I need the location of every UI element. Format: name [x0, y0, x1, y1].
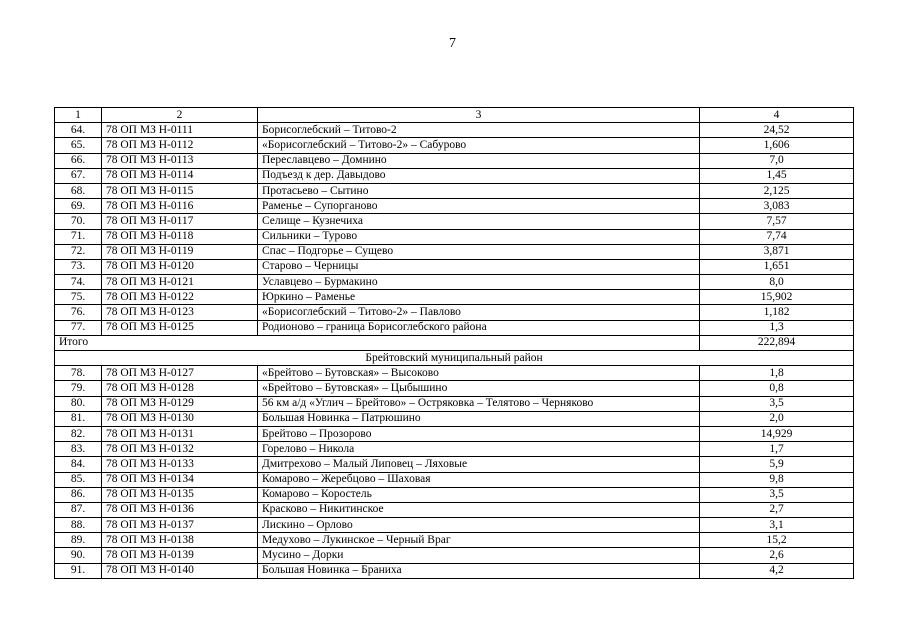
road-name: Селище – Кузнечиха [258, 214, 700, 229]
table-row [55, 275, 854, 290]
road-length: 2,6 [700, 548, 854, 563]
road-code: 78 ОП МЗ Н-0123 [102, 305, 258, 320]
road-name: Спас – Подгорье – Сущево [258, 244, 700, 259]
row-number: 77. [55, 320, 102, 335]
row-number: 73. [55, 259, 102, 274]
row-number: 80. [55, 396, 102, 411]
road-name: Переславцево – Домнино [258, 153, 700, 168]
road-code: 78 ОП МЗ Н-0139 [102, 548, 258, 563]
road-name: Большая Новинка – Браниха [258, 563, 700, 578]
table-row [55, 487, 854, 502]
row-number: 90. [55, 548, 102, 563]
road-code: 78 ОП МЗ Н-0134 [102, 472, 258, 487]
row-number: 66. [55, 153, 102, 168]
road-name: Лискино – Орлово [258, 518, 700, 533]
road-code: 78 ОП МЗ Н-0111 [102, 123, 258, 138]
road-name: Комарово – Коростель [258, 487, 700, 502]
road-length: 1,651 [700, 259, 854, 274]
row-number: 86. [55, 487, 102, 502]
road-code: 78 ОП МЗ Н-0138 [102, 533, 258, 548]
road-length: 3,5 [700, 396, 854, 411]
row-number: 76. [55, 305, 102, 320]
road-code: 78 ОП МЗ Н-0118 [102, 229, 258, 244]
road-length: 7,0 [700, 153, 854, 168]
road-code: 78 ОП МЗ Н-0137 [102, 518, 258, 533]
road-code: 78 ОП МЗ Н-0117 [102, 214, 258, 229]
road-length: 3,083 [700, 199, 854, 214]
page-number: 7 [449, 36, 456, 51]
road-code: 78 ОП МЗ Н-0125 [102, 320, 258, 335]
table-row [55, 411, 854, 426]
section-title: Брейтовский муниципальный район [55, 351, 854, 366]
road-length: 2,0 [700, 411, 854, 426]
road-length: 3,5 [700, 487, 854, 502]
header-cell-1: 1 [55, 108, 102, 123]
road-name: Протасьево – Сытино [258, 183, 700, 198]
row-number: 75. [55, 290, 102, 305]
road-length: 1,182 [700, 305, 854, 320]
row-number: 91. [55, 563, 102, 578]
row-number: 89. [55, 533, 102, 548]
road-name: Старово – Черницы [258, 259, 700, 274]
road-code: 78 ОП МЗ Н-0122 [102, 290, 258, 305]
road-length: 1,8 [700, 366, 854, 381]
road-code: 78 ОП МЗ Н-0127 [102, 366, 258, 381]
road-name: Медухово – Лукинское – Черный Враг [258, 533, 700, 548]
road-length: 9,8 [700, 472, 854, 487]
table-row [55, 442, 854, 457]
section-row [55, 351, 854, 366]
road-code: 78 ОП МЗ Н-0131 [102, 426, 258, 441]
road-name: 56 км а/д «Углич – Брейтово» – Остряковка – Телятово – Черняково [258, 396, 700, 411]
road-code: 78 ОП МЗ Н-0114 [102, 168, 258, 183]
table-row [55, 472, 854, 487]
road-length: 0,8 [700, 381, 854, 396]
header-cell-4: 4 [700, 108, 854, 123]
road-length: 3,871 [700, 244, 854, 259]
road-length: 7,57 [700, 214, 854, 229]
header-cell-3: 3 [258, 108, 700, 123]
road-length: 5,9 [700, 457, 854, 472]
road-length: 3,1 [700, 518, 854, 533]
road-name: Дмитрехово – Малый Липовец – Ляховые [258, 457, 700, 472]
roads-table [54, 107, 854, 579]
row-number: 72. [55, 244, 102, 259]
table-row [55, 305, 854, 320]
road-code: 78 ОП МЗ Н-0133 [102, 457, 258, 472]
row-number: 70. [55, 214, 102, 229]
table-row [55, 366, 854, 381]
header-cell-2: 2 [102, 108, 258, 123]
road-name: Брейтово – Прозорово [258, 426, 700, 441]
table-row [55, 214, 854, 229]
table-row [55, 259, 854, 274]
road-code: 78 ОП МЗ Н-0140 [102, 563, 258, 578]
road-code: 78 ОП МЗ Н-0116 [102, 199, 258, 214]
table-row [55, 563, 854, 578]
road-name: Уславцево – Бурмакино [258, 275, 700, 290]
table-row [55, 381, 854, 396]
road-name: Борисоглебский – Титово-2 [258, 123, 700, 138]
row-number: 65. [55, 138, 102, 153]
row-number: 79. [55, 381, 102, 396]
road-code: 78 ОП МЗ Н-0136 [102, 502, 258, 517]
table-row [55, 138, 854, 153]
road-length: 1,3 [700, 320, 854, 335]
row-number: 64. [55, 123, 102, 138]
row-number: 88. [55, 518, 102, 533]
table-row [55, 123, 854, 138]
table-row [55, 229, 854, 244]
row-number: 78. [55, 366, 102, 381]
row-number: 68. [55, 183, 102, 198]
row-number: 83. [55, 442, 102, 457]
table-row [55, 183, 854, 198]
row-number: 87. [55, 502, 102, 517]
road-length: 1,7 [700, 442, 854, 457]
total-row [55, 335, 854, 350]
road-name: Подъезд к дер. Давыдово [258, 168, 700, 183]
road-code: 78 ОП МЗ Н-0113 [102, 153, 258, 168]
row-number: 82. [55, 426, 102, 441]
road-code: 78 ОП МЗ Н-0112 [102, 138, 258, 153]
road-code: 78 ОП МЗ Н-0115 [102, 183, 258, 198]
road-length: 1,45 [700, 168, 854, 183]
road-length: 14,929 [700, 426, 854, 441]
total-value: 222,894 [700, 335, 854, 350]
road-length: 1,606 [700, 138, 854, 153]
table-row [55, 244, 854, 259]
row-number: 67. [55, 168, 102, 183]
road-code: 78 ОП МЗ Н-0128 [102, 381, 258, 396]
row-number: 69. [55, 199, 102, 214]
table-row [55, 457, 854, 472]
road-name: «Борисоглебский – Титово-2» – Павлово [258, 305, 700, 320]
table-row [55, 320, 854, 335]
road-code: 78 ОП МЗ Н-0130 [102, 411, 258, 426]
table-row [55, 426, 854, 441]
road-name: «Брейтово – Бутовская» – Цыбышино [258, 381, 700, 396]
row-number: 71. [55, 229, 102, 244]
road-code: 78 ОП МЗ Н-0129 [102, 396, 258, 411]
row-number: 85. [55, 472, 102, 487]
road-name: Горелово – Никола [258, 442, 700, 457]
road-name: Сильники – Турово [258, 229, 700, 244]
road-name: Раменье – Супорганово [258, 199, 700, 214]
road-name: Родионово – граница Борисоглебского района [258, 320, 700, 335]
road-name: Юркино – Раменье [258, 290, 700, 305]
road-name: Мусино – Дорки [258, 548, 700, 563]
total-label: Итого [55, 335, 700, 350]
row-number: 74. [55, 275, 102, 290]
table-row [55, 502, 854, 517]
road-code: 78 ОП МЗ Н-0135 [102, 487, 258, 502]
table-row [55, 548, 854, 563]
table-row [55, 153, 854, 168]
road-code: 78 ОП МЗ Н-0132 [102, 442, 258, 457]
road-code: 78 ОП МЗ Н-0120 [102, 259, 258, 274]
table-row [55, 199, 854, 214]
road-length: 2,7 [700, 502, 854, 517]
road-name: «Борисоглебский – Титово-2» – Сабурово [258, 138, 700, 153]
table-header-row [55, 108, 854, 123]
row-number: 84. [55, 457, 102, 472]
road-name: Комарово – Жеребцово – Шаховая [258, 472, 700, 487]
road-code: 78 ОП МЗ Н-0119 [102, 244, 258, 259]
road-name: Красково – Никитинское [258, 502, 700, 517]
table-row [55, 518, 854, 533]
road-length: 24,52 [700, 123, 854, 138]
road-length: 2,125 [700, 183, 854, 198]
table-row [55, 168, 854, 183]
table-row [55, 290, 854, 305]
row-number: 81. [55, 411, 102, 426]
road-length: 7,74 [700, 229, 854, 244]
road-name: «Брейтово – Бутовская» – Высоково [258, 366, 700, 381]
road-length: 15,902 [700, 290, 854, 305]
road-length: 4,2 [700, 563, 854, 578]
table-row [55, 533, 854, 548]
road-code: 78 ОП МЗ Н-0121 [102, 275, 258, 290]
road-length: 15,2 [700, 533, 854, 548]
road-length: 8,0 [700, 275, 854, 290]
road-name: Большая Новинка – Патрюшино [258, 411, 700, 426]
table-row [55, 396, 854, 411]
